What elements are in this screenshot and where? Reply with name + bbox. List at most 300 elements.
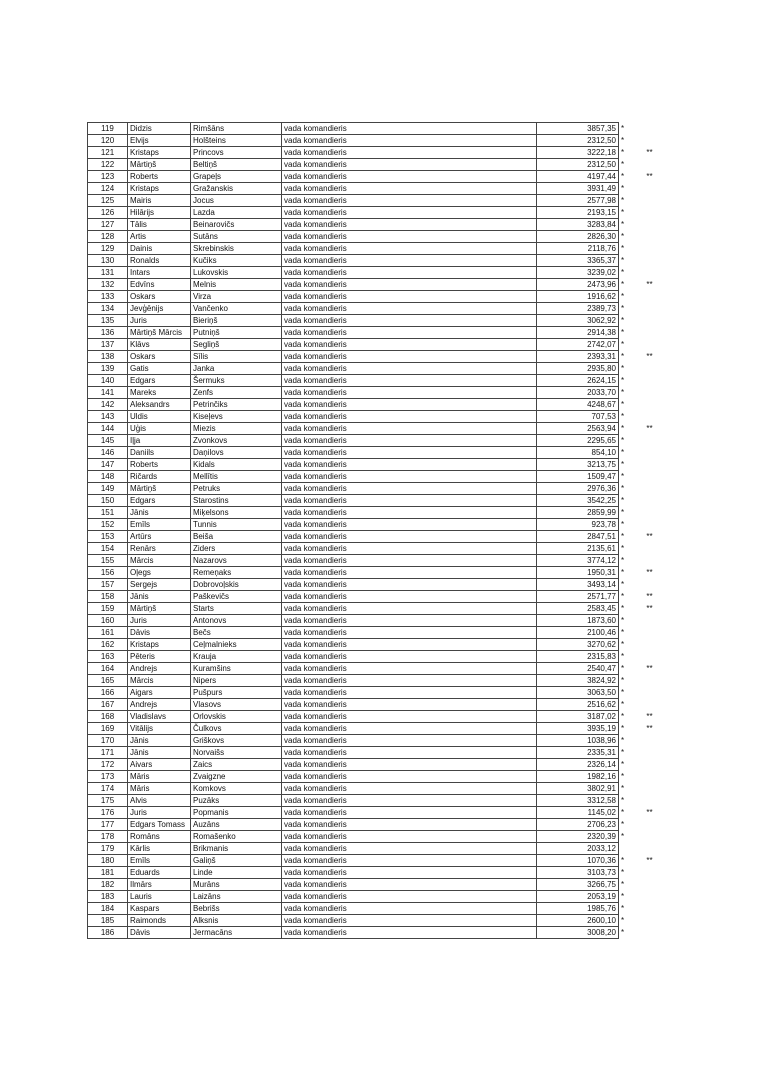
table-row (88, 579, 663, 591)
amount: 2571,77 (537, 591, 619, 603)
last-name: Popmanis (191, 807, 282, 819)
row-number: 162 (88, 639, 128, 651)
table-row (88, 567, 663, 579)
position: vada komandieris (282, 867, 537, 879)
last-name: Laizāns (191, 891, 282, 903)
first-name: Oskars (128, 351, 191, 363)
table-row (88, 183, 663, 195)
first-name: Mareks (128, 387, 191, 399)
amount: 2315,83 (537, 651, 619, 663)
amount: 2577,98 (537, 195, 619, 207)
single-asterisk-mark: * (621, 268, 625, 277)
position: vada komandieris (282, 879, 537, 891)
first-name: Iļja (128, 435, 191, 447)
table-row (88, 651, 663, 663)
double-asterisk-mark (637, 327, 663, 339)
last-name: Lazda (191, 207, 282, 219)
first-name: Edgars (128, 375, 191, 387)
first-name: Dāvis (128, 627, 191, 639)
position: vada komandieris (282, 759, 537, 771)
single-asterisk-mark: * (621, 412, 625, 421)
row-number: 184 (88, 903, 128, 915)
first-name: Andrejs (128, 663, 191, 675)
position: vada komandieris (282, 723, 537, 735)
position: vada komandieris (282, 471, 537, 483)
single-asterisk-mark: * (621, 892, 625, 901)
row-number: 125 (88, 195, 128, 207)
single-asterisk-mark: * (621, 688, 625, 697)
last-name: Kuramšins (191, 663, 282, 675)
last-name: Zvaigzne (191, 771, 282, 783)
row-number: 134 (88, 303, 128, 315)
single-asterisk-mark: * (621, 460, 625, 469)
row-number: 136 (88, 327, 128, 339)
row-number: 179 (88, 843, 128, 855)
single-asterisk-mark: * (621, 316, 625, 325)
amount: 2389,73 (537, 303, 619, 315)
row-number: 127 (88, 219, 128, 231)
row-number: 143 (88, 411, 128, 423)
last-name: Putniņš (191, 327, 282, 339)
row-number: 142 (88, 399, 128, 411)
row-number: 177 (88, 819, 128, 831)
last-name: Komkovs (191, 783, 282, 795)
single-asterisk-mark: * (621, 376, 625, 385)
first-name: Māris (128, 771, 191, 783)
single-asterisk-mark: * (621, 760, 625, 769)
position: vada komandieris (282, 507, 537, 519)
table-row (88, 447, 663, 459)
position: vada komandieris (282, 711, 537, 723)
personnel-table (87, 122, 663, 939)
double-asterisk-mark: ** (646, 592, 653, 601)
last-name: Bečs (191, 627, 282, 639)
position: vada komandieris (282, 219, 537, 231)
first-name: Kaspars (128, 903, 191, 915)
position: vada komandieris (282, 543, 537, 555)
table-row (88, 663, 663, 675)
single-asterisk-mark: * (621, 160, 625, 169)
position: vada komandieris (282, 699, 537, 711)
double-asterisk-mark (637, 363, 663, 375)
single-asterisk-mark: * (621, 328, 625, 337)
first-name: Roberts (128, 171, 191, 183)
position: vada komandieris (282, 315, 537, 327)
table-row (88, 375, 663, 387)
first-name: Artūrs (128, 531, 191, 543)
position: vada komandieris (282, 807, 537, 819)
double-asterisk-mark (637, 795, 663, 807)
amount: 2295,65 (537, 435, 619, 447)
amount: 2473,96 (537, 279, 619, 291)
amount: 2193,15 (537, 207, 619, 219)
row-number: 135 (88, 315, 128, 327)
position: vada komandieris (282, 447, 537, 459)
row-number: 120 (88, 135, 128, 147)
position: vada komandieris (282, 519, 537, 531)
single-asterisk-mark: * (621, 352, 625, 361)
double-asterisk-mark (637, 747, 663, 759)
first-name: Edvīns (128, 279, 191, 291)
single-asterisk-mark: * (621, 556, 625, 565)
single-asterisk-mark: * (621, 736, 625, 745)
double-asterisk-mark (637, 207, 663, 219)
amount: 3802,91 (537, 783, 619, 795)
table-row (88, 555, 663, 567)
row-number: 121 (88, 147, 128, 159)
single-asterisk-mark: * (621, 508, 625, 517)
position: vada komandieris (282, 339, 537, 351)
single-asterisk-mark: * (621, 880, 625, 889)
amount: 2335,31 (537, 747, 619, 759)
first-name: Jānis (128, 507, 191, 519)
amount: 3365,37 (537, 255, 619, 267)
single-asterisk-mark: * (621, 628, 625, 637)
single-asterisk-mark: * (621, 388, 625, 397)
last-name: Tunnis (191, 519, 282, 531)
row-number: 150 (88, 495, 128, 507)
first-name: Aleksandrs (128, 399, 191, 411)
table-row (88, 207, 663, 219)
table-row (88, 231, 663, 243)
table-row (88, 543, 663, 555)
last-name: Holšteins (191, 135, 282, 147)
single-asterisk-mark: * (621, 832, 625, 841)
row-number: 173 (88, 771, 128, 783)
table-row (88, 471, 663, 483)
table-row (88, 243, 663, 255)
position: vada komandieris (282, 555, 537, 567)
first-name: Edgars Tomass (128, 819, 191, 831)
position: vada komandieris (282, 411, 537, 423)
amount: 2033,12 (537, 843, 619, 855)
double-asterisk-mark (637, 783, 663, 795)
table-row (88, 699, 663, 711)
single-asterisk-mark: * (621, 928, 625, 937)
position: vada komandieris (282, 819, 537, 831)
row-number: 138 (88, 351, 128, 363)
last-name: Kučiks (191, 255, 282, 267)
first-name: Mārcis (128, 675, 191, 687)
position: vada komandieris (282, 795, 537, 807)
position: vada komandieris (282, 915, 537, 927)
row-number: 154 (88, 543, 128, 555)
double-asterisk-mark (637, 255, 663, 267)
double-asterisk-mark (637, 903, 663, 915)
amount: 3266,75 (537, 879, 619, 891)
row-number: 163 (88, 651, 128, 663)
amount: 1145,02 (537, 807, 619, 819)
amount: 1982,16 (537, 771, 619, 783)
position: vada komandieris (282, 387, 537, 399)
row-number: 166 (88, 687, 128, 699)
last-name: Mellītis (191, 471, 282, 483)
amount: 2706,23 (537, 819, 619, 831)
last-name: Zaics (191, 759, 282, 771)
double-asterisk-mark (637, 771, 663, 783)
row-number: 164 (88, 663, 128, 675)
first-name: Klāvs (128, 339, 191, 351)
single-asterisk-mark: * (621, 172, 625, 181)
single-asterisk-mark: * (621, 856, 625, 865)
first-name: Kristaps (128, 147, 191, 159)
table-row (88, 723, 663, 735)
last-name: Nipers (191, 675, 282, 687)
first-name: Sergejs (128, 579, 191, 591)
row-number: 159 (88, 603, 128, 615)
double-asterisk-mark: ** (646, 604, 653, 613)
single-asterisk-mark: * (621, 196, 625, 205)
last-name: Jermacāns (191, 927, 282, 939)
row-number: 174 (88, 783, 128, 795)
single-asterisk-mark: * (621, 640, 625, 649)
table-row (88, 903, 663, 915)
position: vada komandieris (282, 687, 537, 699)
single-asterisk-mark: * (621, 292, 625, 301)
last-name: Ceļmalnieks (191, 639, 282, 651)
double-asterisk-mark (637, 831, 663, 843)
amount: 2859,99 (537, 507, 619, 519)
row-number: 131 (88, 267, 128, 279)
last-name: Bieriņš (191, 315, 282, 327)
single-asterisk-mark: * (621, 772, 625, 781)
row-number: 161 (88, 627, 128, 639)
row-number: 178 (88, 831, 128, 843)
single-asterisk-mark: * (621, 424, 625, 433)
amount: 1873,60 (537, 615, 619, 627)
amount: 2914,38 (537, 327, 619, 339)
last-name: Vančenko (191, 303, 282, 315)
last-name: Ziders (191, 543, 282, 555)
double-asterisk-mark (637, 555, 663, 567)
double-asterisk-mark (637, 927, 663, 939)
first-name: Dāvis (128, 927, 191, 939)
first-name: Edgars (128, 495, 191, 507)
first-name: Ričards (128, 471, 191, 483)
single-asterisk-mark: * (621, 484, 625, 493)
table-row (88, 495, 663, 507)
single-asterisk-mark: * (621, 232, 625, 241)
first-name: Kristaps (128, 639, 191, 651)
table-row (88, 759, 663, 771)
row-number: 132 (88, 279, 128, 291)
first-name: Uldis (128, 411, 191, 423)
amount: 3493,14 (537, 579, 619, 591)
amount: 3063,50 (537, 687, 619, 699)
last-name: Petruks (191, 483, 282, 495)
position: vada komandieris (282, 399, 537, 411)
double-asterisk-mark (637, 915, 663, 927)
last-name: Segliņš (191, 339, 282, 351)
position: vada komandieris (282, 291, 537, 303)
position: vada komandieris (282, 663, 537, 675)
position: vada komandieris (282, 135, 537, 147)
amount: 2393,31 (537, 351, 619, 363)
double-asterisk-mark (637, 507, 663, 519)
row-number: 158 (88, 591, 128, 603)
table-row (88, 315, 663, 327)
first-name: Mārtiņš (128, 483, 191, 495)
position: vada komandieris (282, 183, 537, 195)
last-name: Remeņaks (191, 567, 282, 579)
row-number: 182 (88, 879, 128, 891)
position: vada komandieris (282, 567, 537, 579)
double-asterisk-mark (637, 615, 663, 627)
row-number: 149 (88, 483, 128, 495)
amount: 2826,30 (537, 231, 619, 243)
double-asterisk-mark (637, 459, 663, 471)
double-asterisk-mark: ** (646, 856, 653, 865)
table-row (88, 291, 663, 303)
row-number: 151 (88, 507, 128, 519)
double-asterisk-mark: ** (646, 532, 653, 541)
first-name: Juris (128, 315, 191, 327)
first-name: Daniils (128, 447, 191, 459)
position: vada komandieris (282, 255, 537, 267)
amount: 3542,25 (537, 495, 619, 507)
table-row (88, 459, 663, 471)
position: vada komandieris (282, 651, 537, 663)
double-asterisk-mark (637, 435, 663, 447)
position: vada komandieris (282, 903, 537, 915)
first-name: Emīls (128, 855, 191, 867)
row-number: 167 (88, 699, 128, 711)
single-asterisk-mark: * (621, 784, 625, 793)
row-number: 148 (88, 471, 128, 483)
table-row (88, 255, 663, 267)
amount: 2847,51 (537, 531, 619, 543)
single-asterisk-mark: * (621, 820, 625, 829)
single-asterisk-mark: * (621, 256, 625, 265)
single-asterisk-mark: * (621, 364, 625, 373)
first-name: Intars (128, 267, 191, 279)
double-asterisk-mark (637, 243, 663, 255)
amount: 3774,12 (537, 555, 619, 567)
row-number: 183 (88, 891, 128, 903)
table-row (88, 171, 663, 183)
last-name: Zvonkovs (191, 435, 282, 447)
position: vada komandieris (282, 231, 537, 243)
double-asterisk-mark: ** (646, 148, 653, 157)
row-number: 185 (88, 915, 128, 927)
single-asterisk-mark: * (621, 808, 625, 817)
position: vada komandieris (282, 603, 537, 615)
last-name: Galiņš (191, 855, 282, 867)
amount: 2320,39 (537, 831, 619, 843)
row-number: 122 (88, 159, 128, 171)
first-name: Romāns (128, 831, 191, 843)
amount: 2624,15 (537, 375, 619, 387)
double-asterisk-mark: ** (646, 664, 653, 673)
table-row (88, 135, 663, 147)
single-asterisk-mark: * (621, 676, 625, 685)
first-name: Raimonds (128, 915, 191, 927)
table-row (88, 591, 663, 603)
last-name: Kidals (191, 459, 282, 471)
row-number: 172 (88, 759, 128, 771)
position: vada komandieris (282, 495, 537, 507)
double-asterisk-mark (637, 303, 663, 315)
single-asterisk-mark: * (621, 208, 625, 217)
position: vada komandieris (282, 831, 537, 843)
amount: 4248,67 (537, 399, 619, 411)
table-row (88, 483, 663, 495)
position: vada komandieris (282, 243, 537, 255)
double-asterisk-mark (637, 843, 663, 855)
row-number: 128 (88, 231, 128, 243)
double-asterisk-mark (637, 687, 663, 699)
first-name: Mārtiņš (128, 603, 191, 615)
table-row (88, 423, 663, 435)
single-asterisk-mark: * (621, 748, 625, 757)
last-name: Daņilovs (191, 447, 282, 459)
double-asterisk-mark (637, 123, 663, 135)
single-asterisk-mark: * (621, 304, 625, 313)
position: vada komandieris (282, 147, 537, 159)
last-name: Pušpurs (191, 687, 282, 699)
last-name: Puzāks (191, 795, 282, 807)
row-number: 155 (88, 555, 128, 567)
first-name: Ronalds (128, 255, 191, 267)
single-asterisk-mark: * (621, 796, 625, 805)
double-asterisk-mark (637, 291, 663, 303)
table-row (88, 675, 663, 687)
table-row (88, 831, 663, 843)
amount: 3283,84 (537, 219, 619, 231)
double-asterisk-mark (637, 231, 663, 243)
amount: 2516,62 (537, 699, 619, 711)
amount: 3239,02 (537, 267, 619, 279)
double-asterisk-mark (637, 183, 663, 195)
position: vada komandieris (282, 351, 537, 363)
position: vada komandieris (282, 423, 537, 435)
amount: 3062,92 (537, 315, 619, 327)
first-name: Kārlis (128, 843, 191, 855)
single-asterisk-mark: * (621, 280, 625, 289)
last-name: Miezis (191, 423, 282, 435)
position: vada komandieris (282, 363, 537, 375)
double-asterisk-mark: ** (646, 424, 653, 433)
amount: 2563,94 (537, 423, 619, 435)
position: vada komandieris (282, 159, 537, 171)
last-name: Melnis (191, 279, 282, 291)
double-asterisk-mark (637, 639, 663, 651)
table-row (88, 507, 663, 519)
first-name: Didzis (128, 123, 191, 135)
row-number: 181 (88, 867, 128, 879)
row-number: 140 (88, 375, 128, 387)
amount: 2033,70 (537, 387, 619, 399)
double-asterisk-mark (637, 891, 663, 903)
last-name: Lukovskis (191, 267, 282, 279)
double-asterisk-mark (637, 495, 663, 507)
double-asterisk-mark (637, 675, 663, 687)
amount: 2135,61 (537, 543, 619, 555)
first-name: Renārs (128, 543, 191, 555)
position: vada komandieris (282, 591, 537, 603)
double-asterisk-mark (637, 159, 663, 171)
table-row (88, 603, 663, 615)
table-row (88, 771, 663, 783)
position: vada komandieris (282, 627, 537, 639)
table-row (88, 843, 663, 855)
amount: 2118,76 (537, 243, 619, 255)
first-name: Mārtiņš Mārcis (128, 327, 191, 339)
last-name: Starts (191, 603, 282, 615)
last-name: Alksnis (191, 915, 282, 927)
row-number: 123 (88, 171, 128, 183)
last-name: Beinarovičs (191, 219, 282, 231)
